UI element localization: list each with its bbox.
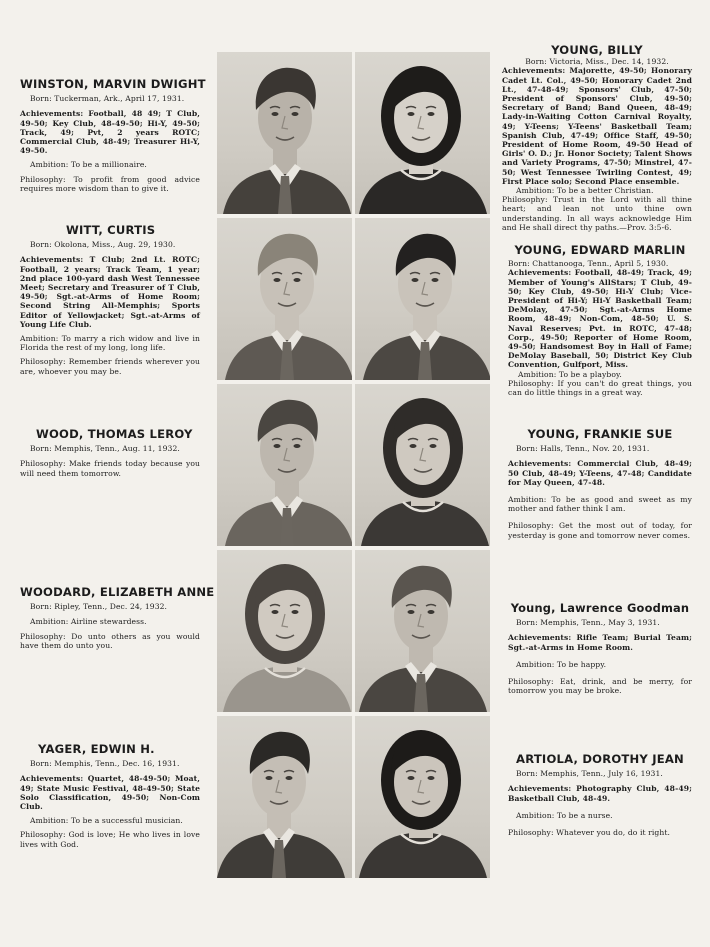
portrait-eye	[274, 278, 281, 282]
born-line: Born: Tuckerman, Ark., April 17, 1931.	[30, 94, 185, 104]
portrait-drawing	[217, 384, 352, 546]
born-line: Born: Memphis, Tenn., Aug. 11, 1932.	[30, 444, 180, 454]
ambition: Ambition: To be a millionaire.	[30, 160, 147, 170]
student-name: YAGER, EDWIN H.	[38, 742, 155, 756]
portrait-billy-young	[355, 52, 490, 214]
philosophy: Philosophy: Remember friends wherever you are, whoever you may be.	[20, 357, 200, 376]
entry-woodard	[20, 585, 215, 655]
portrait-shoulders	[361, 500, 489, 546]
philosophy: Philosophy: To profit from good advice requires more wisdom than to give it.	[20, 174, 200, 193]
portrait-woodard	[217, 550, 352, 712]
portrait-eye	[410, 444, 417, 448]
portrait-winston	[217, 52, 352, 214]
portrait-drawing	[217, 218, 352, 380]
philosophy: Philosophy: Trust in the Lord with all thine heart; and lean not unto thine own understanding. In all ways acknowledge Him and He shall direct thy paths.—Prov. 3:5-6.	[502, 195, 692, 232]
portrait-shoulders	[223, 666, 351, 712]
student-name: WITT, CURTIS	[66, 223, 156, 237]
portrait-drawing	[355, 550, 490, 712]
portrait-shoulders	[359, 168, 487, 214]
ambition: Ambition: To be a successful musician.	[30, 816, 183, 826]
portrait-eye	[294, 444, 301, 448]
entry-edward-young	[508, 243, 692, 402]
achievements: Achievements: Majorette, 49-50; Honorary Cadet Lt. Col., 49-50; Honorary Cadet 2nd Lt., 47-48-49; Sponsors' Club, 47-50; President of Sponsors' Club, 49-50; Secretary of Band; Band Queen, 48-49; Lady-in-Waiting Cotton Carnival Royalty, 49; Y-Teens; Y-Teens' Basketball Team; Spanish Club, 47-49; Office Staff, 49-50; President of Home Room, 49-50 Head of Girls' O. D.; Jr. Honor Society; Talent Shows and Variety Programs, 47-50; Minstrel, 47-50; West Tennessee Twirling Contest, 49; First Place solo; Second Place ensemble.	[502, 66, 692, 186]
portrait-eye	[408, 776, 415, 780]
portrait-drawing	[217, 52, 352, 214]
entry-witt	[20, 223, 200, 381]
portrait-eye	[286, 776, 293, 780]
portrait-eye	[430, 444, 437, 448]
student-name: YOUNG, EDWARD MARLIN	[514, 243, 686, 257]
portrait-eye	[292, 112, 299, 116]
portrait-drawing	[355, 384, 490, 546]
portrait-drawing	[355, 52, 490, 214]
portrait-drawing	[355, 218, 490, 380]
philosophy: Philosophy: Whatever you do, do it right.	[508, 828, 671, 838]
born-line: Born: Halls, Tenn., Nov. 20, 1931.	[516, 444, 650, 454]
portrait-eye	[266, 776, 273, 780]
philosophy: Philosophy: Get the most out of today, for yesterday is gone and tomorrow never comes.	[508, 521, 692, 540]
student-name: YOUNG, FRANKIE SUE	[527, 427, 673, 441]
portrait-artiola	[355, 716, 490, 878]
entry-lawrence-young	[508, 601, 692, 700]
portrait-eye	[428, 610, 435, 614]
entry-billy-young	[502, 43, 692, 237]
portrait-drawing	[355, 716, 490, 878]
ambition: Ambition: To be a playboy.	[518, 369, 622, 379]
ambition: Ambition: To be as good and sweet as my mother and father think I am.	[508, 495, 692, 514]
student-name: WOOD, THOMAS LEROY	[36, 427, 193, 441]
portrait-eye	[272, 112, 279, 116]
portrait-drawing	[217, 716, 352, 878]
philosophy: Philosophy: Eat, drink, and be merry, for tomorrow you may be broke.	[508, 677, 692, 696]
born-line: Born: Victoria, Miss., Dec. 14, 1932.	[525, 57, 669, 67]
born-line: Born: Memphis, Tenn., July 16, 1931.	[516, 769, 663, 779]
born-line: Born: Chattanooga, Tenn., April 5, 1930.	[508, 259, 669, 269]
achievements: Achievements: Rifle Team; Burial Team; Sgt.-at-Arms in Home Room.	[508, 633, 692, 652]
portrait-wood	[217, 384, 352, 546]
portrait-eye	[432, 278, 439, 282]
student-name: Young, Lawrence Goodman	[510, 601, 690, 615]
portrait-yager	[217, 716, 352, 878]
portrait-eye	[408, 610, 415, 614]
portrait-eye	[274, 444, 281, 448]
entry-winston	[20, 77, 206, 198]
philosophy: Philosophy: God is love; He who lives in love lives with God.	[20, 830, 200, 849]
portrait-eye	[412, 278, 419, 282]
portrait-eye	[292, 610, 299, 614]
portrait-eye	[294, 278, 301, 282]
portrait-eye	[428, 112, 435, 116]
entry-wood	[20, 427, 200, 483]
ambition: Ambition: Airline stewardess.	[30, 617, 147, 627]
philosophy: Philosophy: Do unto others as you would have them do unto you.	[20, 631, 200, 650]
portrait-eye	[272, 610, 279, 614]
born-line: Born: Memphis, Tenn., May 3, 1931.	[516, 618, 660, 628]
ambition: Ambition: To be a nurse.	[516, 810, 613, 820]
ambition: Ambition: To be a better Christian.	[516, 186, 654, 196]
born-line: Born: Ripley, Tenn., Dec. 24, 1932.	[30, 602, 168, 612]
born-line: Born: Okolona, Miss., Aug. 29, 1930.	[30, 240, 176, 250]
entry-yager	[20, 742, 200, 854]
student-name: WINSTON, MARVIN DWIGHT	[20, 77, 206, 91]
achievements: Achievements: Quartet, 48-49-50; Moat, 49; State Music Festival, 48-49-50; State Solo Classification, 49-50; Non-Com Club.	[20, 774, 200, 812]
achievements: Achievements: T Club; 2nd Lt. ROTC; Football, 2 years; Track Team, 1 year; 2nd place 100-yard dash West Tennessee Meet; Secretary and Treasurer of T Club, 49-50; Sgt.-at-Arms of Home Room; Second String All-Memphis; Sports Editor of Yellowjacket; Sgt.-at-Arms of Young Life Club.	[20, 255, 200, 329]
philosophy: Philosophy: Make friends today because you will need them tomorrow.	[20, 459, 200, 478]
ambition: Ambition: To be happy.	[516, 659, 607, 669]
achievements: Achievements: Commercial Club, 48-49; 50 Club, 48-49; Y-Teens, 47-48; Candidate for May Queen, 47-48.	[508, 459, 692, 487]
student-name: ARTIOLA, DOROTHY JEAN	[516, 752, 684, 766]
portrait-eye	[408, 112, 415, 116]
entry-artiola	[508, 752, 692, 842]
achievements: Achievements: Football, 48 49; T Club, 49-50; Key Club, 48-49-50; Hi-Y, 49-50; Track, 49; Pvt, 2 years ROTC; Commercial Club, 48-49; Treasurer Hi-Y, 49-50.	[20, 109, 200, 156]
portrait-edward-young	[355, 218, 490, 380]
portrait-eye	[428, 776, 435, 780]
ambition: Ambition: To marry a rich widow and live in Florida the rest of my long, long life.	[20, 334, 200, 353]
philosophy: Philosophy: If you can't do great things, you can do little things in a great way.	[508, 378, 692, 398]
student-name: WOODARD, ELIZABETH ANNE	[20, 585, 215, 599]
achievements: Achievements: Football, 48-49; Track, 49; Member of Young's AllStars; T Club, 49-50; Key Club, 49-50; Hi-Y Club; Vice-President of Hi-Y; Hi-Y Basketball Team; DeMolay, 47-50; Sgt.-at-Arms Home Room, 48-49; Non-Com, 48-50; U. S. Naval Reserves; Pvt. in ROTC, 47-48; Corp., 49-50; Reporter of Home Room, 49-50; Handsomest Boy in Hall of Fame; DeMolay Baseball, 50; District Key Club Convention, Gulfport, Miss.	[508, 268, 692, 370]
achievements: Achievements: Photography Club, 48-49; Basketball Club, 48-49.	[508, 784, 692, 803]
entry-frankie-young	[508, 427, 692, 545]
portrait-witt	[217, 218, 352, 380]
portrait-drawing	[217, 550, 352, 712]
portrait-shoulders	[359, 832, 487, 878]
born-line: Born: Memphis, Tenn., Dec. 16, 1931.	[30, 759, 180, 769]
student-name: YOUNG, BILLY	[551, 43, 643, 57]
portrait-frankie-young	[355, 384, 490, 546]
portrait-lawrence-young	[355, 550, 490, 712]
